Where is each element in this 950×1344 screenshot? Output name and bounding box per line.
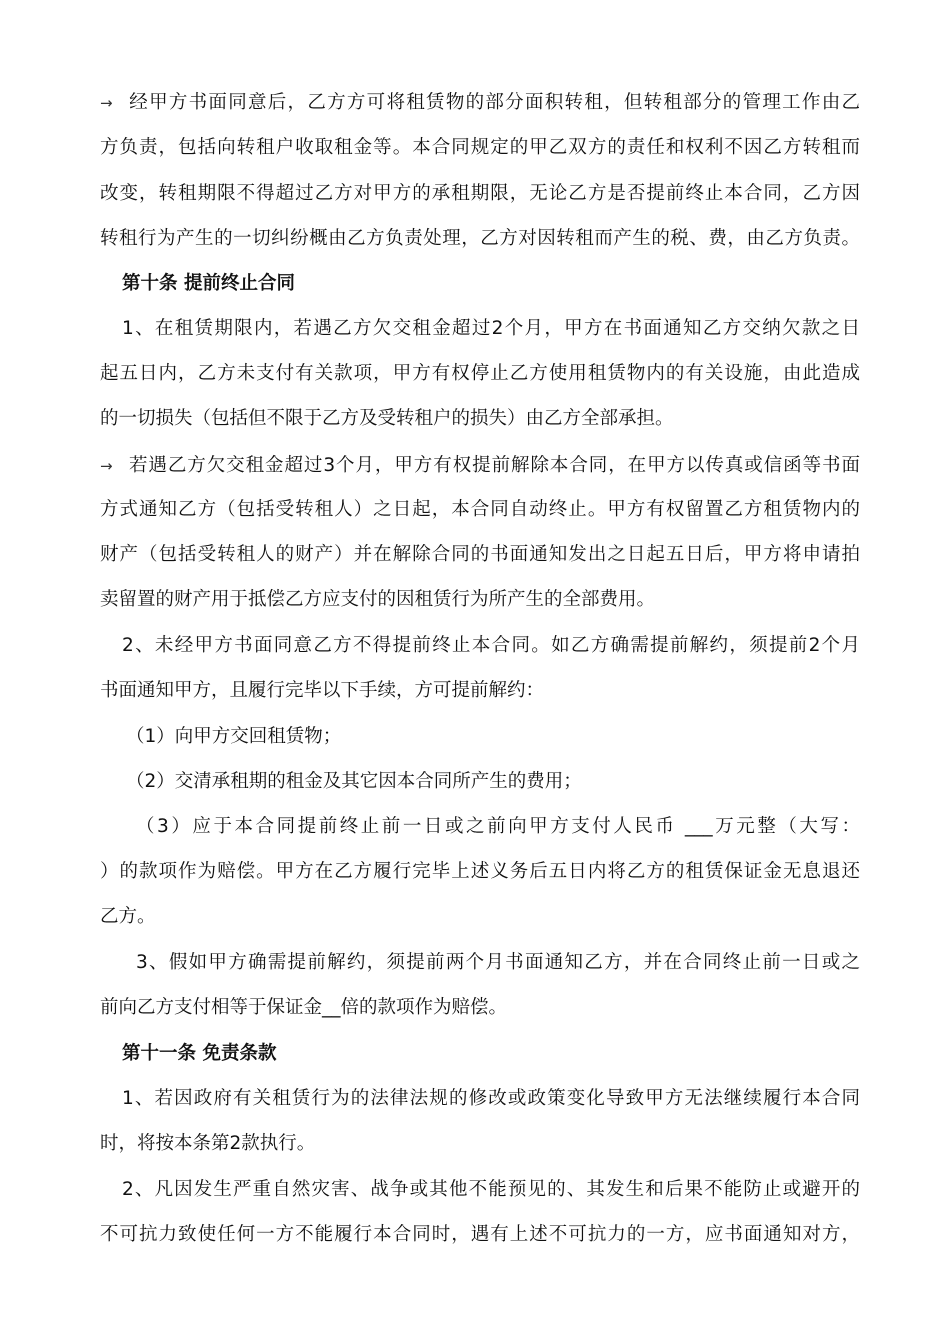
- list-item: （2）交清承租期的租金及其它因本合同所产生的费用；: [126, 771, 582, 792]
- paragraph-line: 不可抗力致使任何一方不能履行本合同时，遇有上述不可抗力的一方，应书面通知对方，: [100, 1224, 860, 1245]
- paragraph-line: 起五日内，乙方未支付有关款项，甲方有权停止乙方使用租赁物内的有关设施，由此造成: [100, 363, 860, 384]
- paragraph-line: 卖留置的财产用于抵偿乙方应支付的因租赁行为所产生的全部费用。: [100, 589, 656, 610]
- section-heading-10: 第十条 提前终止合同: [122, 273, 295, 294]
- paragraph-line: 书面通知甲方，且履行完毕以下手续，方可提前解约：: [100, 680, 545, 701]
- arrow-marker: →: [100, 457, 113, 475]
- paragraph-line: 乙方。: [100, 906, 156, 927]
- paragraph-line: 改变，转租期限不得超过乙方对甲方的承租期限，无论乙方是否提前终止本合同，乙方因: [100, 183, 860, 204]
- paragraph-line: 2、凡因发生严重自然灾害、战争或其他不能预见的、其发生和后果不能防止或避开的: [122, 1179, 860, 1200]
- paragraph-line: 转租行为产生的一切纠纷概由乙方负责处理，乙方对因转租而产生的税、费，由乙方负责。: [100, 228, 860, 249]
- paragraph-line: [100, 451, 860, 481]
- paragraph-line: 的一切损失（包括但不限于乙方及受转租户的损失）由乙方全部承担。: [100, 408, 674, 429]
- paragraph-line: [100, 88, 860, 118]
- arrow-marker: →: [100, 94, 113, 112]
- line-text: 经甲方书面同意后，乙方方可将租赁物的部分面积转租，但转租部分的管理工作由乙: [128, 92, 860, 113]
- paragraph-line: ）的款项作为赔偿。甲方在乙方履行完毕上述义务后五日内将乙方的租赁保证金无息退还: [100, 861, 860, 882]
- section-heading-11: 第十一条 免责条款: [122, 1043, 277, 1064]
- paragraph-line: 时，将按本条第2款执行。: [100, 1133, 316, 1154]
- paragraph-line: 3、假如甲方确需提前解约，须提前两个月书面通知乙方，并在合同终止前一日或之: [136, 952, 860, 973]
- list-item: （3）应于本合同提前终止前一日或之前向甲方支付人民币 ___万元整（大写：: [136, 816, 860, 837]
- paragraph-line: 2、未经甲方书面同意乙方不得提前终止本合同。如乙方确需提前解约，须提前2个月: [122, 635, 860, 656]
- paragraph-line: 财产（包括受转租人的财产）并在解除合同的书面通知发出之日起五日后，甲方将申请拍: [100, 544, 860, 565]
- paragraph-line: 方负责，包括向转租户收取租金等。本合同规定的甲乙双方的责任和权利不因乙方转租而: [100, 137, 860, 158]
- paragraph-line: 1、若因政府有关租赁行为的法律法规的修改或政策变化导致甲方无法继续履行本合同: [122, 1088, 860, 1109]
- line-text: 若遇乙方欠交租金超过3个月，甲方有权提前解除本合同，在甲方以传真或信函等书面: [128, 455, 860, 476]
- paragraph-line: 前向乙方支付相等于保证金__倍的款项作为赔偿。: [100, 997, 508, 1018]
- paragraph-line: 1、在租赁期限内，若遇乙方欠交租金超过2个月，甲方在书面通知乙方交纳欠款之日: [122, 318, 860, 339]
- list-item: （1）向甲方交回租赁物；: [126, 726, 342, 747]
- paragraph-line: 方式通知乙方（包括受转租人）之日起，本合同自动终止。甲方有权留置乙方租赁物内的: [100, 499, 860, 520]
